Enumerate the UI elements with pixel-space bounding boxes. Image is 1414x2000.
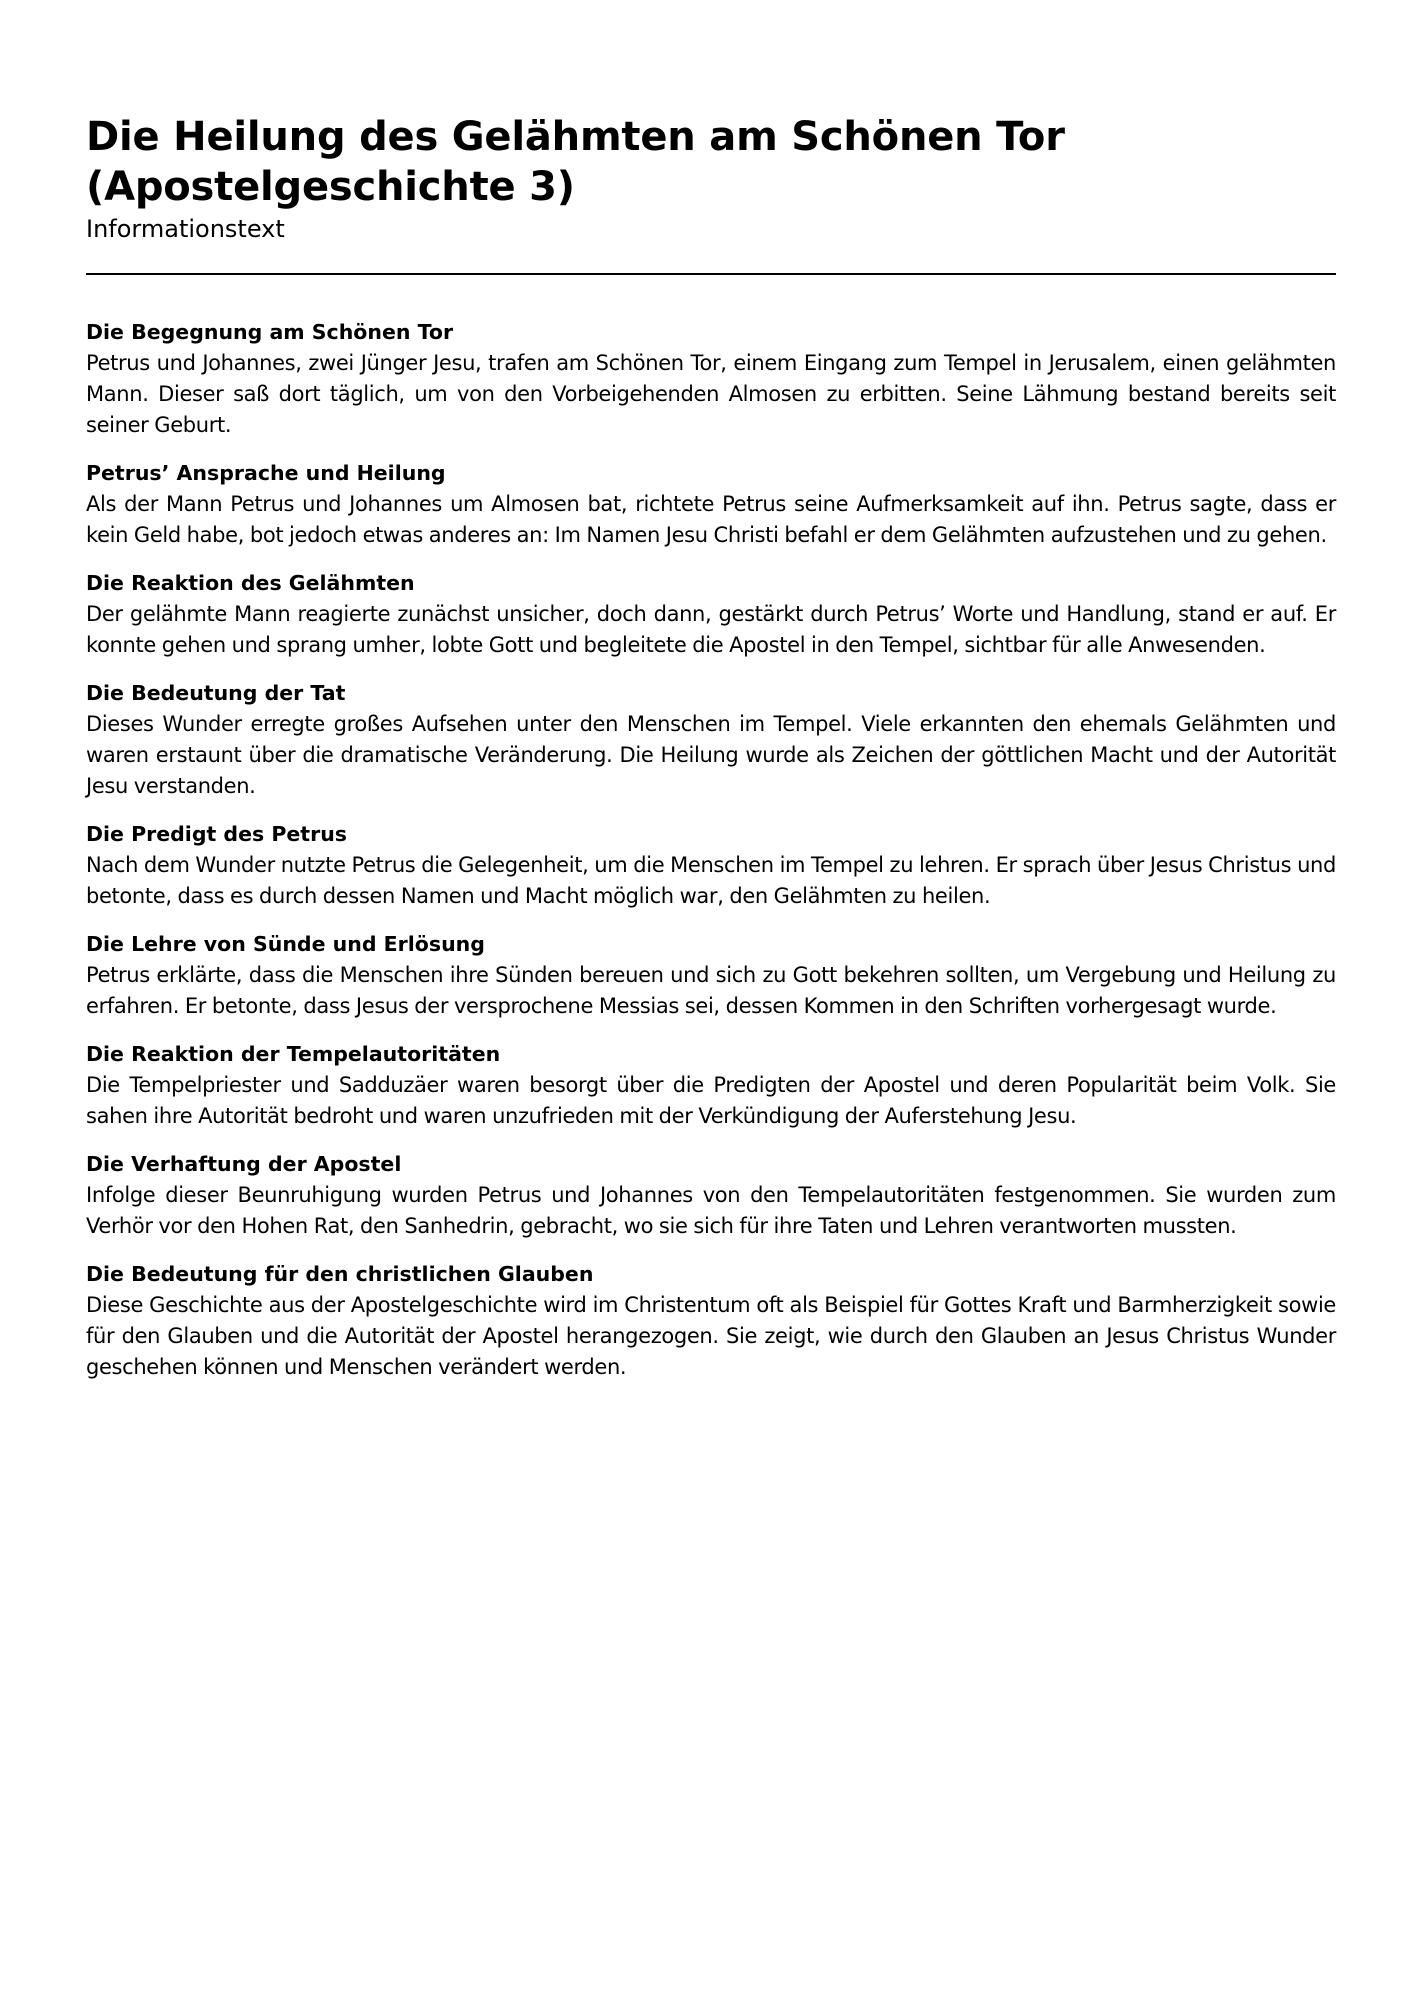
section-text: Dieses Wunder erregte großes Aufsehen unter den Menschen im Tempel. Viele erkannten den ehemals Gelähmten und waren erstaunt über die dramatische Veränderung. Die Heilung wurde als Zeichen der göttlichen Macht und der Autorität Jesu verstanden. xyxy=(86,712,1336,798)
section-text: Als der Mann Petrus und Johannes um Almosen bat, richtete Petrus seine Aufmerksamkeit auf ihn. Petrus sagte, dass er kein Geld habe, bot jedoch etwas anderes an: Im Namen Jesu Christi befahl er dem Gelähmten aufzustehen und zu gehen. xyxy=(86,492,1336,547)
section-heading: Petrus’ Ansprache und Heilung xyxy=(86,461,446,485)
document-page xyxy=(86,112,1336,1400)
document-subtitle: Informationstext xyxy=(86,215,285,243)
section-text: Diese Geschichte aus der Apostelgeschichte wird im Christentum oft als Beispiel für Gottes Kraft und Barmherzigkeit sowie für den Glauben und die Autorität der Apostel herangezogen. Sie zeigt, wie durch den Glauben an Jesus Christus Wunder geschehen können und Menschen verändert werden. xyxy=(86,1293,1336,1379)
section-lehre xyxy=(86,929,1336,1022)
section-heading: Die Begegnung am Schönen Tor xyxy=(86,320,454,344)
section-text: Petrus und Johannes, zwei Jünger Jesu, trafen am Schönen Tor, einem Eingang zum Tempel in Jerusalem, einen gelähmten Mann. Dieser saß dort täglich, um von den Vorbeigehenden Almosen zu erbitten. Seine Lähmung bestand bereits seit seiner Geburt. xyxy=(86,351,1336,437)
section-ansprache xyxy=(86,458,1336,551)
section-reaktion-gelaehmter xyxy=(86,568,1336,661)
section-bedeutung-glauben xyxy=(86,1259,1336,1383)
section-heading: Die Reaktion der Tempelautoritäten xyxy=(86,1042,501,1066)
section-text: Der gelähmte Mann reagierte zunächst unsicher, doch dann, gestärkt durch Petrus’ Worte und Handlung, stand er auf. Er konnte gehen und sprang umher, lobte Gott und begleitete die Apostel in den Tempel, sichtbar für alle Anwesenden. xyxy=(86,602,1336,657)
section-text: Infolge dieser Beunruhigung wurden Petrus und Johannes von den Tempelautoritäten festgenommen. Sie wurden zum Verhör vor den Hohen Rat, den Sanhedrin, gebracht, wo sie sich für ihre Taten und Lehren verantworten mussten. xyxy=(86,1183,1336,1238)
section-heading: Die Bedeutung für den christlichen Glauben xyxy=(86,1262,594,1286)
section-heading: Die Bedeutung der Tat xyxy=(86,681,346,705)
section-verhaftung xyxy=(86,1149,1336,1242)
section-bedeutung-tat xyxy=(86,678,1336,802)
section-tempelautoritaeten xyxy=(86,1039,1336,1132)
sections-container xyxy=(86,317,1336,1383)
document-title: Die Heilung des Gelähmten am Schönen Tor (Apostelgeschichte 3) xyxy=(86,114,1065,210)
section-text: Petrus erklärte, dass die Menschen ihre Sünden bereuen und sich zu Gott bekehren sollten, um Vergebung und Heilung zu erfahren. Er betonte, dass Jesus der versprochene Messias sei, dessen Kommen in den Schriften vorhergesagt wurde. xyxy=(86,963,1336,1018)
section-heading: Die Reaktion des Gelähmten xyxy=(86,571,415,595)
section-heading: Die Predigt des Petrus xyxy=(86,822,347,846)
section-predigt xyxy=(86,819,1336,912)
section-begegnung xyxy=(86,317,1336,441)
title-divider xyxy=(86,273,1336,275)
section-heading: Die Verhaftung der Apostel xyxy=(86,1152,402,1176)
section-text: Die Tempelpriester und Sadduzäer waren besorgt über die Predigten der Apostel und deren Popularität beim Volk. Sie sahen ihre Autorität bedroht und waren unzufrieden mit der Verkündigung der Auferstehung Jesu. xyxy=(86,1073,1336,1128)
section-text: Nach dem Wunder nutzte Petrus die Gelegenheit, um die Menschen im Tempel zu lehren. Er sprach über Jesus Christus und betonte, dass es durch dessen Namen und Macht möglich war, den Gelähmten zu heilen. xyxy=(86,853,1336,908)
section-heading: Die Lehre von Sünde und Erlösung xyxy=(86,932,485,956)
